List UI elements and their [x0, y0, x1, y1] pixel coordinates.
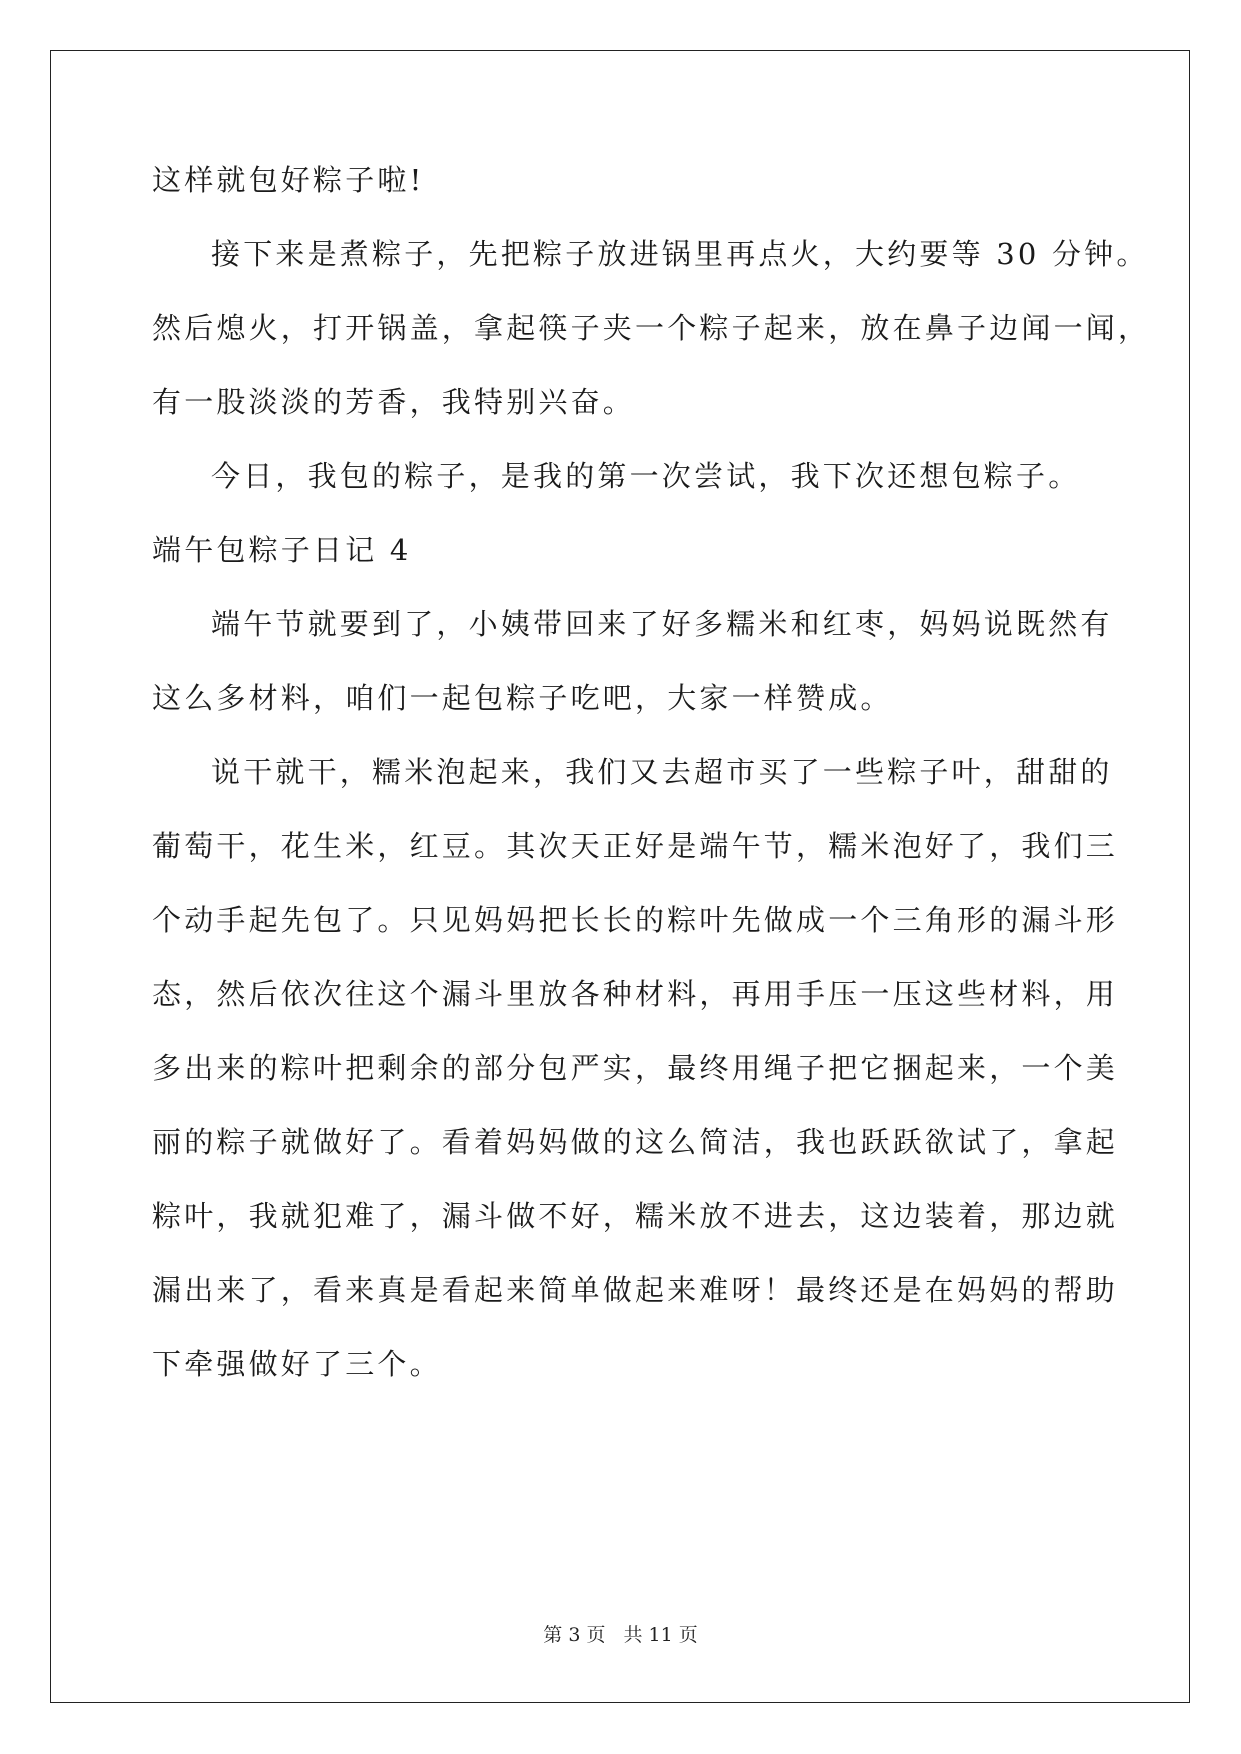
text-line: 粽叶，我就犯难了，漏斗做不好，糯米放不进去，这边装着，那边就 — [152, 1199, 1119, 1233]
text-line: 葡萄干，花生米，红豆。其次天正好是端午节，糯米泡好了，我们三 — [152, 829, 1119, 863]
section-heading: 端午包粽子日记 4 — [152, 533, 412, 567]
text-line: 漏出来了，看来真是看起来简单做起来难呀！最终还是在妈妈的帮助 — [152, 1273, 1119, 1307]
page-footer — [0, 1620, 1241, 1647]
paragraph-first-line: 说干就干，糯米泡起来，我们又去超市买了一些粽子叶，甜甜的 — [211, 755, 1113, 789]
page-total: 共 11 页 — [623, 1624, 698, 1646]
text-line: 这样就包好粽子啦! — [152, 163, 425, 197]
page-number: 第 3 页 — [543, 1624, 606, 1646]
text-line: 有一股淡淡的芳香，我特别兴奋。 — [152, 385, 636, 419]
text-line: 态，然后依次往这个漏斗里放各种材料，再用手压一压这些材料，用 — [152, 977, 1119, 1011]
paragraph-first-line: 今日，我包的粽子，是我的第一次尝试，我下次还想包粽子。 — [211, 459, 1081, 493]
paragraph-first-line: 端午节就要到了，小姨带回来了好多糯米和红枣，妈妈说既然有 — [211, 607, 1113, 641]
text-line: 多出来的粽叶把剩余的部分包严实，最终用绳子把它捆起来，一个美 — [152, 1051, 1119, 1085]
page-border — [50, 50, 1190, 1703]
text-line: 丽的粽子就做好了。看着妈妈做的这么简洁，我也跃跃欲试了，拿起 — [152, 1125, 1119, 1159]
text-line: 个动手起先包了。只见妈妈把长长的粽叶先做成一个三角形的漏斗形 — [152, 903, 1119, 937]
paragraph-first-line: 接下来是煮粽子，先把粽子放进锅里再点火，大约要等 30 分钟。 — [211, 237, 1149, 271]
text-line: 这么多材料，咱们一起包粽子吃吧，大家一样赞成。 — [152, 681, 893, 715]
text-line: 下牵强做好了三个。 — [152, 1347, 442, 1381]
text-line: 然后熄火，打开锅盖，拿起筷子夹一个粽子起来，放在鼻子边闻一闻， — [152, 311, 1151, 345]
